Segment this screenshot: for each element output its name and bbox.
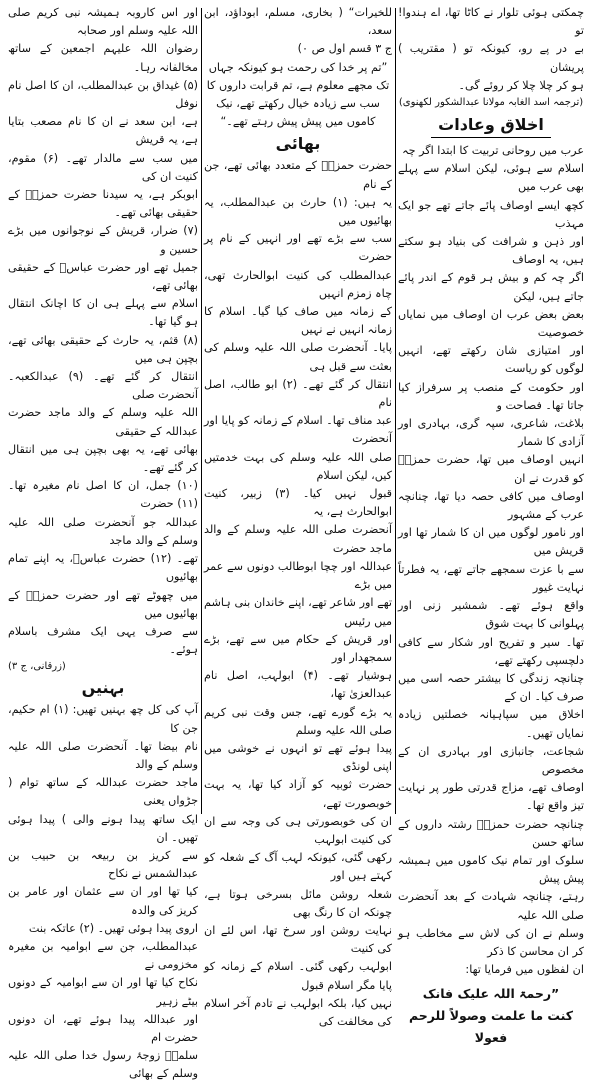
text-line: اور اس کاروبہ ہمیشہ نبی کریم صلی اللہ علیہ وسلم اور صحابہ — [8, 6, 198, 38]
translation-credit: (ترجمہ اسد الغابہ مولانا عبدالشکور لکھنوی) — [398, 97, 584, 109]
text-line: سب سے زیادہ خیال رکھتے تھے، نیک — [216, 97, 380, 111]
text-line: اوصاف میں کافی حصہ دیا تھا، چنانچہ عرب کے مشہور — [398, 489, 584, 522]
text-line: قبول نہیں کیا۔ (۳) زبیر، کنیت ابوالحارث ہے، یہ — [204, 487, 392, 519]
text-line: چنانچہ زندگی کا بیشتر حصہ اسی میں صرف کیا۔ ان کے — [398, 671, 584, 704]
text-line: ہوشیار تھے۔ (۴) ابولہب، اصل نام عبدالعزیٰ تھا، — [204, 669, 393, 701]
section-title-akhlaq: اخلاق وعادات — [431, 113, 551, 138]
text-line: کچھ ایسے اوصاف پائے جاتے تھے جو ایک مہذب — [398, 198, 584, 230]
text-line: عرب میں روحانی تربیت کا ابتدا اگر چہ — [402, 144, 584, 158]
section-title-behnein: بہنیں — [81, 678, 125, 698]
text-line: جمیل تھے اور حضرت عباسؓ کے حقیقی بھائی تھے، — [8, 260, 198, 293]
text-line: عبد مناف تھا۔ اسلام کے زمانہ کو پایا اور آنحضرت — [204, 414, 392, 446]
text-line: عبداللہ اور چچا ابوطالب دونوں سے عمر میں بڑے — [204, 559, 392, 592]
column-divider — [201, 8, 202, 814]
text-line: حضرت حمزہؓ کے متعدد بھائی تھے، جن کے نام — [204, 159, 392, 191]
text-line: بھائی تھے، یہ بھی بچپن ہی میں انتقال کر گئے تھے۔ — [8, 442, 198, 475]
text-line: انتقال کر گئے تھے۔ (۹) عبدالکعبہ۔ آنحضرت صلی — [8, 370, 198, 402]
text-line: للخیرات“ ( بخاری، مسلم، ابوداؤد، ابن سعد، — [204, 6, 392, 38]
text-line: اور عبداللہ پیدا ہوئے تھے، ان دونوں حضرت ام — [8, 1012, 198, 1044]
text-line: ”رحمۃ اللہ علیک فانک — [422, 986, 560, 1002]
middle-column — [204, 4, 393, 1028]
text-line: اور امتیازی شان رکھتے تھے، انہیں لوگوں کو ریاست — [398, 344, 584, 376]
text-line: عبدالمطلب، جن سے ابوامیہ بن مغیرہ مخزومی نے — [8, 939, 198, 972]
text-line: سے صرف یہی ایک مشرف باسلام ہوئے۔ — [8, 624, 198, 657]
text-line: اور حکومت کے منصب پر سرفراز کیا جاتا تھا۔ فصاحت و — [398, 380, 584, 412]
text-line: سب سے بڑے تھے اور انہیں کے نام پر حضرت — [204, 232, 392, 264]
text-line: یہ بڑے گورے تھے، جس وقت نبی کریم صلی اللہ علیہ وسلم — [204, 705, 392, 737]
text-line: چنانچہ حضرت حمزہؓ رشتہ داروں کے ساتھ حسن — [398, 817, 584, 849]
text-line: ابوبکر ہے، یہ سیدنا حضرت حمزہؓ کے حقیقی بھائی تھے۔ — [8, 188, 198, 220]
brothers-continued-body — [8, 4, 198, 659]
text-line: (۷) ضرار، قریش کے نوجوانوں میں بڑے حسین و — [8, 224, 198, 256]
text-line: تھا۔ سیر و تفریح اور شکار سے کافی دلچسپی رکھتے تھے، — [398, 635, 584, 667]
text-line: (۵) غیداق بن عبدالمطلب، ان کا اصل نام نوفل — [8, 78, 198, 111]
text-line: انہیں اوصاف میں تھا، حضرت حمزہؓ کو قدرت نے ان — [398, 453, 584, 485]
text-line: ”تم پر خدا کی رحمت ہو کیونکہ جہاں — [208, 60, 388, 74]
text-line: (۱۰) جمل، ان کا اصل نام مغیرہ تھا۔ (۱۱) حضرت — [8, 479, 198, 511]
text-line: واقع ہوئے تھے۔ شمشیر زنی اور پہلوانی کا بہت شوق — [398, 599, 584, 631]
text-line: (۸) قثم، یہ حارث کے حقیقی بھائی تھے، بچپن ہی میں — [8, 333, 198, 365]
left-column — [8, 4, 198, 1081]
akhlaq-body — [398, 142, 584, 979]
text-line: اخلاق میں سپاہیانہ خصلتیں زیادہ نمایاں تھیں۔ — [398, 708, 584, 740]
text-line: ان لفظوں میں فرمایا تھا: — [465, 963, 584, 977]
text-line: شجاعت، جانبازی اور بہادری ان کے مخصوص — [398, 744, 584, 776]
book-page — [6, 4, 584, 1081]
text-line: اسلام سے پہلے ہی ان کا اچانک انتقال ہو گیا تھا۔ — [8, 297, 198, 329]
text-line: کے زمانہ میں صاف کیا گیا۔ اسلام کا زمانہ انہیں نے نہیں — [204, 305, 392, 337]
text-line: بلاغت، شاعری، سپہ گری، بہادری اور آزادی کا شمار — [398, 417, 584, 449]
text-line: تک مجھے معلوم ہے، تم قرابت داروں کا — [206, 78, 390, 92]
text-line: اگر چہ کم و بیش ہر قوم کے اندر پائے جاتے ہیں، لیکن — [398, 271, 584, 303]
text-line: رکھی گئی، کیونکہ لہب آگ کے شعلہ کو کہتے ہیں اور — [204, 851, 392, 883]
text-line: اسلام سے ہوئی، لیکن اسلام سے پہلے بھی عرب میں — [398, 162, 584, 194]
text-line: اللہ علیہ وسلم کے والد ماجد حضرت عبداللہ کے حقیقی — [8, 406, 198, 438]
text-line: میں چھوٹے تھے اور حضرت حمزہؓ کے بھائیوں میں — [8, 588, 198, 620]
text-line: آنحضرت صلی اللہ علیہ وسلم کے والد ماجد حضرت — [204, 523, 392, 555]
text-line: اوصاف تھے، مزاج قدرتی طور پر نہایت تیز واقع تھا۔ — [398, 781, 584, 813]
text-line: کاموں میں پیش پیش رہتے تھے۔“ — [220, 115, 376, 129]
zarqani-reference: (زرقانی، ج ۳) — [8, 661, 66, 673]
text-line: اور ذہن و شرافت کی بنیاد ہو سکتے ہیں، یہ اوصاف — [398, 235, 584, 267]
text-line: نکاح کیا تھا اور ان سے ابوامیہ کے دونوں بیٹے زہیر — [8, 976, 198, 1008]
text-line: آپ کی کل چھ بہنیں تھیں: (۱) ام حکیم، جن کا — [8, 703, 198, 735]
arabic-verse — [398, 983, 584, 1049]
text-line: اروی پیدا ہوئی تھیں۔ (۲) عاتکہ بنت — [28, 921, 198, 935]
text-line: اور نامور لوگوں میں ان کا شمار تھا اور قریش میں — [398, 526, 584, 558]
text-line: رہتے، چنانچہ شہادت کے بعد آنحضرت صلی اللہ علیہ — [398, 890, 584, 922]
text-line: پایا۔ آنحضرت صلی اللہ علیہ وسلم کی بعثت سے قبل ہی — [204, 341, 392, 373]
intro-lines — [398, 4, 584, 95]
quote-block — [204, 59, 392, 132]
text-line: میں سب سے مالدار تھے۔ (۶) مقوم، کنیت ان کی — [8, 151, 198, 183]
text-line: بعض بعض عرب ان اوصاف میں نمایاں خصوصیت — [398, 307, 584, 340]
text-line: عبداللہ جو آنحضرت صلی اللہ علیہ وسلم کے والد ماجد — [8, 515, 198, 547]
text-line: چمکتی ہوئی تلوار نے کاٹا تھا، اے ہندوا! تو — [398, 6, 584, 38]
text-line: پیدا ہوئے تھے تو انہوں نے خوشی میں اپنی لونڈی — [204, 741, 392, 774]
text-line: ماجد حضرت عبداللہ کے ساتھ توام ( جڑواں یعنی — [8, 776, 198, 808]
text-line: سلمہؓ زوجۂ رسول خدا صلی اللہ علیہ وسلم کے بھائی — [8, 1049, 198, 1081]
text-line: ہو کر چلا چلا کر روئے گی۔ — [458, 78, 584, 92]
text-line: ایک ساتھ پیدا ہونے والی ) پیدا ہوئی تھیں۔ ان — [8, 812, 198, 844]
text-line: تھے اور شاعر تھے، اپنے خاندان بنی ہاشم میں رئیس — [204, 596, 392, 628]
text-line: نام بیضا تھا۔ آنحضرت صلی اللہ علیہ وسلم کے والد — [8, 739, 198, 771]
text-line: وسلم نے ان کی لاش سے مخاطب ہو کر ان محاسن کا ذکر — [398, 926, 584, 958]
text-line: اور قریش کے حکام میں سے تھے، بڑے سمجھدار اور — [204, 632, 392, 664]
text-line: صلی اللہ علیہ وسلم کی بہت خدمتیں کیں، لیکن اسلام — [204, 450, 392, 482]
text-line: یہ ہیں: (۱) حارث بن عبدالمطلب، یہ بھائیوں میں — [204, 195, 392, 228]
bhai-body — [204, 157, 392, 1031]
text-line: نہایت روشن اور سرخ تھا، اس لئے ان کی کنیت — [204, 923, 392, 956]
text-line: نہیں کیا، بلکہ ابولہب نے تادم آخر اسلام کی مخالفت کی — [204, 996, 392, 1028]
text-line: بے در پے رو، کیونکہ تو ( مقتریب ) پریشان — [398, 42, 584, 74]
text-line: سے کریز بن ربیعہ بن حبیب بن عبدالشمس نے نکاح — [8, 848, 198, 881]
text-line: ج ۳ قسم اول ص ۰) — [297, 42, 392, 56]
text-line: ان کی خوبصورتی ہی کی وجہ سے ان کی کنیت ابولہب — [204, 814, 392, 846]
text-line: سے با عزت سمجھے جاتے تھے، یہ فطرتاً نہایت غیور — [398, 562, 584, 594]
text-line: سلوک اور تمام نیک کاموں میں ہمیشہ پیش پیش — [398, 853, 584, 886]
text-line: رضوان اللہ علیہم اجمعین کے ساتھ مخالفانہ رہا۔ — [8, 42, 198, 74]
text-line: ابولہب رکھی گئی۔ اسلام کے زمانہ کو پایا مگر اسلام قبول — [204, 960, 392, 992]
section-title-bhai: بھائی — [275, 134, 321, 154]
right-column — [398, 4, 584, 1046]
text-line: ہے، ابن سعد نے ان کا نام مصعب بتایا ہے، یہ قریش — [8, 115, 198, 147]
text-line: عبدالمطلب کی کنیت ابوالحارث تھی، چاہ زمزم انہیں — [204, 268, 392, 300]
reference-lines — [204, 4, 392, 59]
text-line: شعلہ روشن مائل بسرخی ہوتا ہے، چونکہ ان کا رنگ بھی — [204, 887, 392, 919]
text-line: کیا تھا اور ان سے عثمان اور عامر بن کریز کی والدہ — [8, 885, 198, 917]
text-line: حضرت ثوبیہ کو آزاد کیا تھا، یہ بہت خوبصورت تھے، — [204, 778, 392, 810]
text-line: تھے۔ (۱۲) حضرت عباسؓ، یہ اپنے تمام بھائیوں — [8, 552, 198, 584]
sisters-body — [8, 701, 198, 1083]
text-line: کنت ما علمت وصولاً للرحم فعولا — [408, 1008, 574, 1046]
column-divider — [395, 8, 396, 814]
text-line: انتقال کر گئے تھے۔ (۲) ابو طالب، اصل نام — [204, 377, 392, 410]
